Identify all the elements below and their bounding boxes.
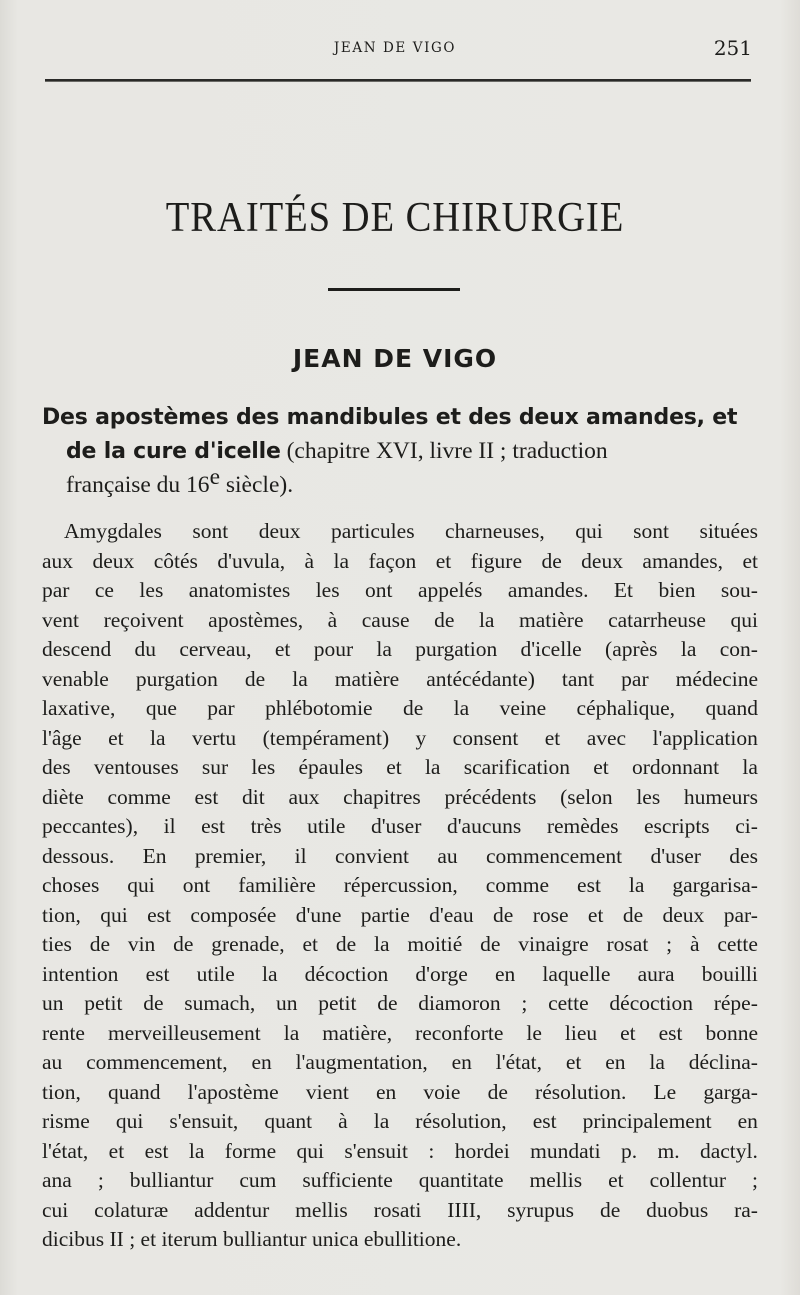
page-number: 251 — [713, 36, 752, 60]
body-line: risme qui s'ensuit, quant à la résolution, est principalement en — [42, 1109, 758, 1133]
body-line: Amygdales sont deux particules charneuses, qui sont situées — [64, 519, 758, 543]
body-line: laxative, que par phlébotomie de la veine céphalique, quand — [42, 696, 758, 720]
section-heading — [42, 400, 758, 502]
body-line: par ce les anatomistes les ont appelés amandes. Et bien sou- — [42, 578, 758, 602]
body-line: vent reçoivent apostèmes, à cause de la matière catarrheuse qui — [42, 607, 758, 632]
body-line: un petit de sumach, un petit de diamoron ; cette décoction répe- — [42, 991, 758, 1015]
section-heading-line-3-b: siècle). — [220, 472, 294, 498]
running-head — [0, 38, 800, 62]
title-divider-rule — [328, 288, 460, 291]
body-line: l'état, et est la forme qui s'ensuit : hordei mundati p. m. dactyl. — [42, 1138, 758, 1163]
body-line: des ventouses sur les épaules et la scarification et ordonnant la — [42, 755, 758, 779]
section-heading-bold-1: Des apostèmes des mandibules et des deux amandes, et — [42, 405, 738, 430]
body-line: tion, qui est composée d'une partie d'eau de rose et de deux par- — [42, 902, 758, 927]
section-heading-line-1 — [42, 400, 758, 434]
body-line: dessous. En premier, il convient au commencement d'user des — [42, 843, 758, 868]
body-line: aux deux côtés d'uvula, à la façon et figure de deux amandes, et — [42, 548, 758, 573]
body-line: intention est utile la décoction d'orge en laquelle aura bouilli — [42, 961, 758, 986]
body-line: venable purgation de la matière antécédante) tant par médecine — [42, 666, 758, 691]
body-line: diète comme est dit aux chapitres précédents (selon les humeurs — [42, 784, 758, 809]
body-line: peccantes), il est très utile d'user d'aucuns remèdes escripts ci- — [42, 814, 758, 838]
body-line: cui colaturæ addentur mellis rosati IIII, syrupus de duobus ra- — [42, 1197, 758, 1222]
running-head-title: JEAN DE VIGO — [333, 40, 457, 56]
section-heading-line-3-a: française du 16 — [66, 472, 210, 498]
body-line: ties de vin de grenade, et de la moitié de vinaigre rosat ; à cette — [42, 932, 758, 956]
body-paragraph — [42, 517, 758, 1255]
author-heading: JEAN DE VIGO — [292, 344, 498, 373]
body-line: dicibus II ; et iterum bulliantur unica ebullitione. — [42, 1227, 462, 1251]
body-line: choses qui ont familière répercussion, comme est la gargarisa- — [42, 873, 758, 897]
body-line: tion, quand l'apostème vient en voie de résolution. Le garga- — [42, 1079, 758, 1104]
body-line: rente merveilleusement la matière, reconforte le lieu et est bonne — [42, 1020, 758, 1045]
section-heading-superscript: e — [209, 464, 220, 490]
section-heading-light-2: (chapitre XVI, livre II ; traduction — [280, 438, 608, 464]
body-line: au commencement, en l'augmentation, en l'état, et en la déclina- — [42, 1050, 758, 1074]
section-heading-line-3 — [42, 464, 758, 502]
body-line: ana ; bulliantur cum sufficiente quantitate mellis et collentur ; — [42, 1168, 758, 1192]
section-heading-line-2 — [42, 434, 758, 468]
main-title: TRAITÉS DE CHIRURGIE — [165, 195, 625, 241]
body-line: l'âge et la vertu (tempérament) y consent et avec l'application — [42, 725, 758, 750]
header-rule-shadow — [45, 81, 751, 82]
section-heading-bold-2: de la cure d'icelle — [66, 439, 281, 464]
body-line: descend du cerveau, et pour la purgation d'icelle (après la con- — [42, 637, 758, 661]
